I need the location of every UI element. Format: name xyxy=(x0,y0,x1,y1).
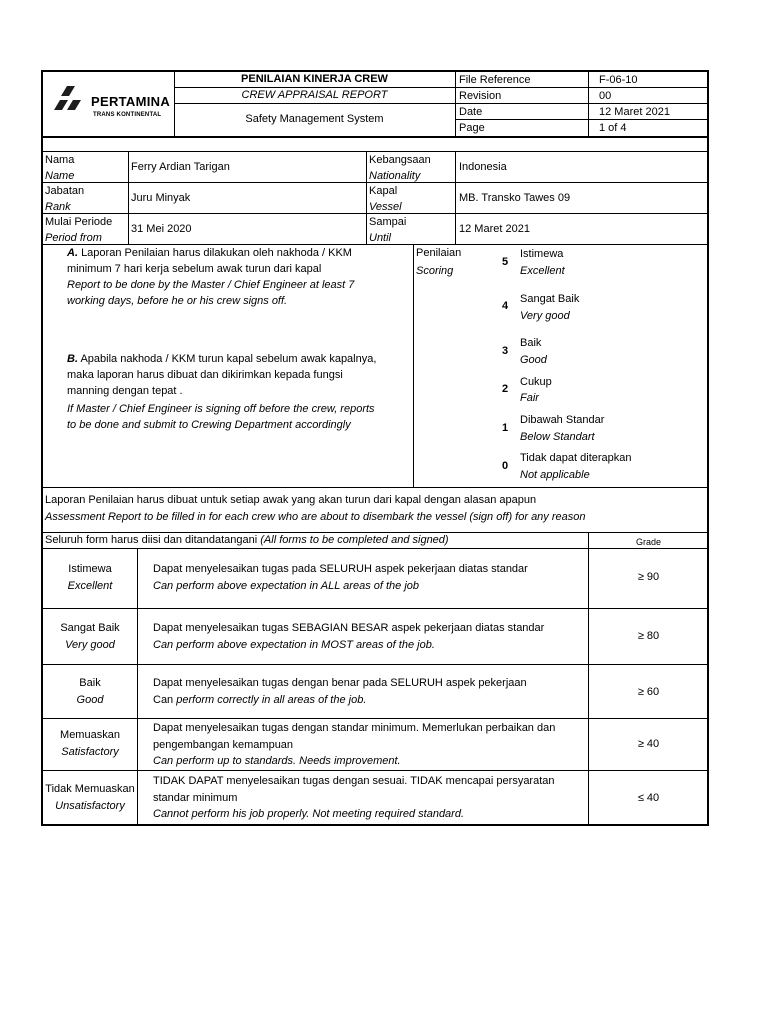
grade-category-good-en: Good xyxy=(76,694,104,706)
grade-column-header: Grade xyxy=(635,537,661,547)
info-divider xyxy=(366,151,367,244)
file-reference-value: F-06-10 xyxy=(599,74,638,86)
info-divider xyxy=(128,151,129,244)
grade-table-header: Seluruh form harus diisi dan ditandatangani (All forms to be completed and signed) xyxy=(45,534,449,546)
nationality-value: Indonesia xyxy=(459,161,507,173)
grade-row-line xyxy=(43,608,709,609)
grade-desc-excellent: Dapat menyelesaikan tugas pada SELURUH aspek pekerjaan diatas standar xyxy=(153,563,528,575)
grade-category-excellent: Istimewa xyxy=(68,563,112,575)
score-2: 2 xyxy=(501,383,509,395)
info-divider xyxy=(455,151,456,244)
logo-subtitle: TRANS KONTINENTAL xyxy=(93,112,162,118)
instruction-b-id-2: maka laporan harus dibuat dan dikirimkan kepada fungsi xyxy=(67,369,343,381)
grade-desc-satisfactory-en: Can perform up to standards. Needs improvement. xyxy=(153,755,401,767)
until-label: Sampai xyxy=(369,216,407,228)
rank-value: Juru Minyak xyxy=(131,192,191,204)
instruction-b-id-3: manning dengan tepat . xyxy=(67,385,183,397)
instruction-a-en-2: working days, before he or his crew signs off. xyxy=(67,295,288,307)
grade-desc-satisfactory-1: Dapat menyelesaikan tugas dengan standar minimum. Memerlukan perbaikan dan xyxy=(153,722,556,734)
date-value: 12 Maret 2021 xyxy=(599,106,670,118)
grade-category-very-good: Sangat Baik xyxy=(60,622,120,634)
name-value: Ferry Ardian Tarigan xyxy=(131,161,230,173)
header-line xyxy=(174,103,455,104)
score-5-label: Istimewa xyxy=(520,248,564,260)
nationality-label: Kebangsaan xyxy=(369,154,431,166)
grade-value-satisfactory: ≥ 40 xyxy=(637,738,660,750)
scoring-label: Penilaian xyxy=(416,247,462,259)
meta-line xyxy=(455,87,709,88)
grade-desc-good: Dapat menyelesaikan tugas dengan benar pada SELURUH aspek pekerjaan xyxy=(153,677,527,689)
assessment-note-en: Assessment Report to be filled in for each crew who are about to disembark the vessel (sign off) for any reason xyxy=(45,511,586,523)
grade-value-excellent: ≥ 90 xyxy=(637,571,660,583)
grade-row-line xyxy=(43,718,709,719)
rank-label: Jabatan xyxy=(45,185,85,197)
nationality-label-en: Nationality xyxy=(369,170,421,182)
instruction-b-id-1: B. Apabila nakhoda / KKM turun kapal sebelum awak kapalnya, xyxy=(67,353,377,365)
period-label: Mulai Periode xyxy=(45,216,113,228)
grade-value-very-good: ≥ 80 xyxy=(637,630,660,642)
vessel-label-en: Vessel xyxy=(369,201,402,213)
grade-desc-excellent-en: Can perform above expectation in ALL areas of the job xyxy=(153,580,420,592)
pertamina-logo-icon xyxy=(53,84,89,114)
grade-desc-unsatisfactory-1: TIDAK DAPAT menyelesaikan tugas dengan sesuai. TIDAK mencapai persyaratan xyxy=(153,775,555,787)
until-label-en: Until xyxy=(369,232,392,244)
grade-divider-category xyxy=(137,548,138,826)
until-value: 12 Maret 2021 xyxy=(459,223,530,235)
score-5-label-en: Excellent xyxy=(520,265,565,277)
score-2-label: Cukup xyxy=(520,376,552,388)
instruction-a-id-1: A. Laporan Penilaian harus dilakukan oleh nakhoda / KKM xyxy=(67,247,352,259)
score-0-label-en: Not applicable xyxy=(520,469,590,481)
header-divider-value xyxy=(588,72,589,136)
score-4: 4 xyxy=(501,300,509,312)
score-1: 1 xyxy=(501,422,509,434)
score-2-label-en: Fair xyxy=(520,392,539,404)
assessment-note-id: Laporan Penilaian harus dibuat untuk setiap awak yang akan turun dari kapal dengan alasan apapun xyxy=(45,494,537,506)
grade-row-line xyxy=(43,770,709,771)
meta-line xyxy=(455,103,709,104)
vessel-value: MB. Transko Tawes 09 xyxy=(459,192,571,204)
name-label: Nama xyxy=(45,154,75,166)
scoring-divider xyxy=(413,244,414,487)
grade-row-line xyxy=(43,664,709,665)
score-3: 3 xyxy=(501,345,509,357)
grade-desc-very-good-en: Can perform above expectation in MOST areas of the job. xyxy=(153,639,435,651)
score-0-label: Tidak dapat diterapkan xyxy=(520,452,632,464)
vessel-label: Kapal xyxy=(369,185,398,197)
score-4-label: Sangat Baik xyxy=(520,293,580,305)
score-3-label-en: Good xyxy=(520,354,547,366)
grade-desc-unsatisfactory-en: Cannot perform his job properly. Not meeting required standard. xyxy=(153,808,465,820)
grade-category-unsatisfactory-en: Unsatisfactory xyxy=(55,800,125,812)
grade-category-very-good-en: Very good xyxy=(65,639,115,651)
instruction-b-en-2: to be done and submit to Crewing Department accordingly xyxy=(67,419,351,431)
grade-header-line xyxy=(43,548,709,549)
meta-line xyxy=(455,119,709,120)
grade-category-unsatisfactory: Tidak Memuaskan xyxy=(45,783,135,795)
score-1-label: Dibawah Standar xyxy=(520,414,605,426)
form-title-id: PENILAIAN KINERJA CREW xyxy=(241,73,388,85)
page-label: Page xyxy=(459,122,485,134)
revision-label: Revision xyxy=(459,90,502,102)
grade-category-excellent-en: Excellent xyxy=(67,580,113,592)
revision-value: 00 xyxy=(599,90,612,102)
instruction-a-id-2: minimum 7 hari kerja sebelum awak turun dari kapal xyxy=(67,263,322,275)
name-label-en: Name xyxy=(45,170,75,182)
grade-value-unsatisfactory: ≤ 40 xyxy=(637,792,660,804)
grade-category-good: Baik xyxy=(79,677,101,689)
rank-label-en: Rank xyxy=(45,201,71,213)
scoring-label-en: Scoring xyxy=(416,265,454,277)
grade-desc-good-en: Can perform correctly in all areas of the job. xyxy=(153,694,367,706)
grade-desc-very-good: Dapat menyelesaikan tugas SEBAGIAN BESAR aspek pekerjaan diatas standar xyxy=(153,622,545,634)
grade-desc-unsatisfactory-2: standar minimum xyxy=(153,792,238,804)
section-line xyxy=(43,487,709,488)
period-label-en: Period from xyxy=(45,232,102,244)
form-title-en: CREW APPRAISAL REPORT xyxy=(241,89,388,101)
page-value: 1 of 4 xyxy=(599,122,627,134)
score-4-label-en: Very good xyxy=(520,310,570,322)
file-reference-label: File Reference xyxy=(459,74,531,86)
grade-value-good: ≥ 60 xyxy=(637,686,660,698)
date-label: Date xyxy=(459,106,483,118)
score-0: 0 xyxy=(501,460,509,472)
instruction-b-en-1: If Master / Chief Engineer is signing off before the crew, reports xyxy=(67,403,375,415)
spacer-line xyxy=(43,151,709,152)
score-3-label: Baik xyxy=(520,337,542,349)
header-divider-meta xyxy=(455,72,456,136)
period-value: 31 Mei 2020 xyxy=(131,223,192,235)
grade-category-satisfactory: Memuaskan xyxy=(60,729,120,741)
score-1-label-en: Below Standart xyxy=(520,431,595,443)
score-5: 5 xyxy=(501,256,509,268)
logo-name: PERTAMINA xyxy=(91,94,171,109)
header-bottom-line xyxy=(43,136,709,138)
instruction-a-en-1: Report to be done by the Master / Chief Engineer at least 7 xyxy=(67,279,355,291)
crew-appraisal-form xyxy=(41,70,709,826)
grade-category-satisfactory-en: Satisfactory xyxy=(61,746,119,758)
management-system-label: Safety Management System xyxy=(245,113,384,125)
grade-desc-satisfactory-2: pengembangan kemampuan xyxy=(153,739,294,751)
